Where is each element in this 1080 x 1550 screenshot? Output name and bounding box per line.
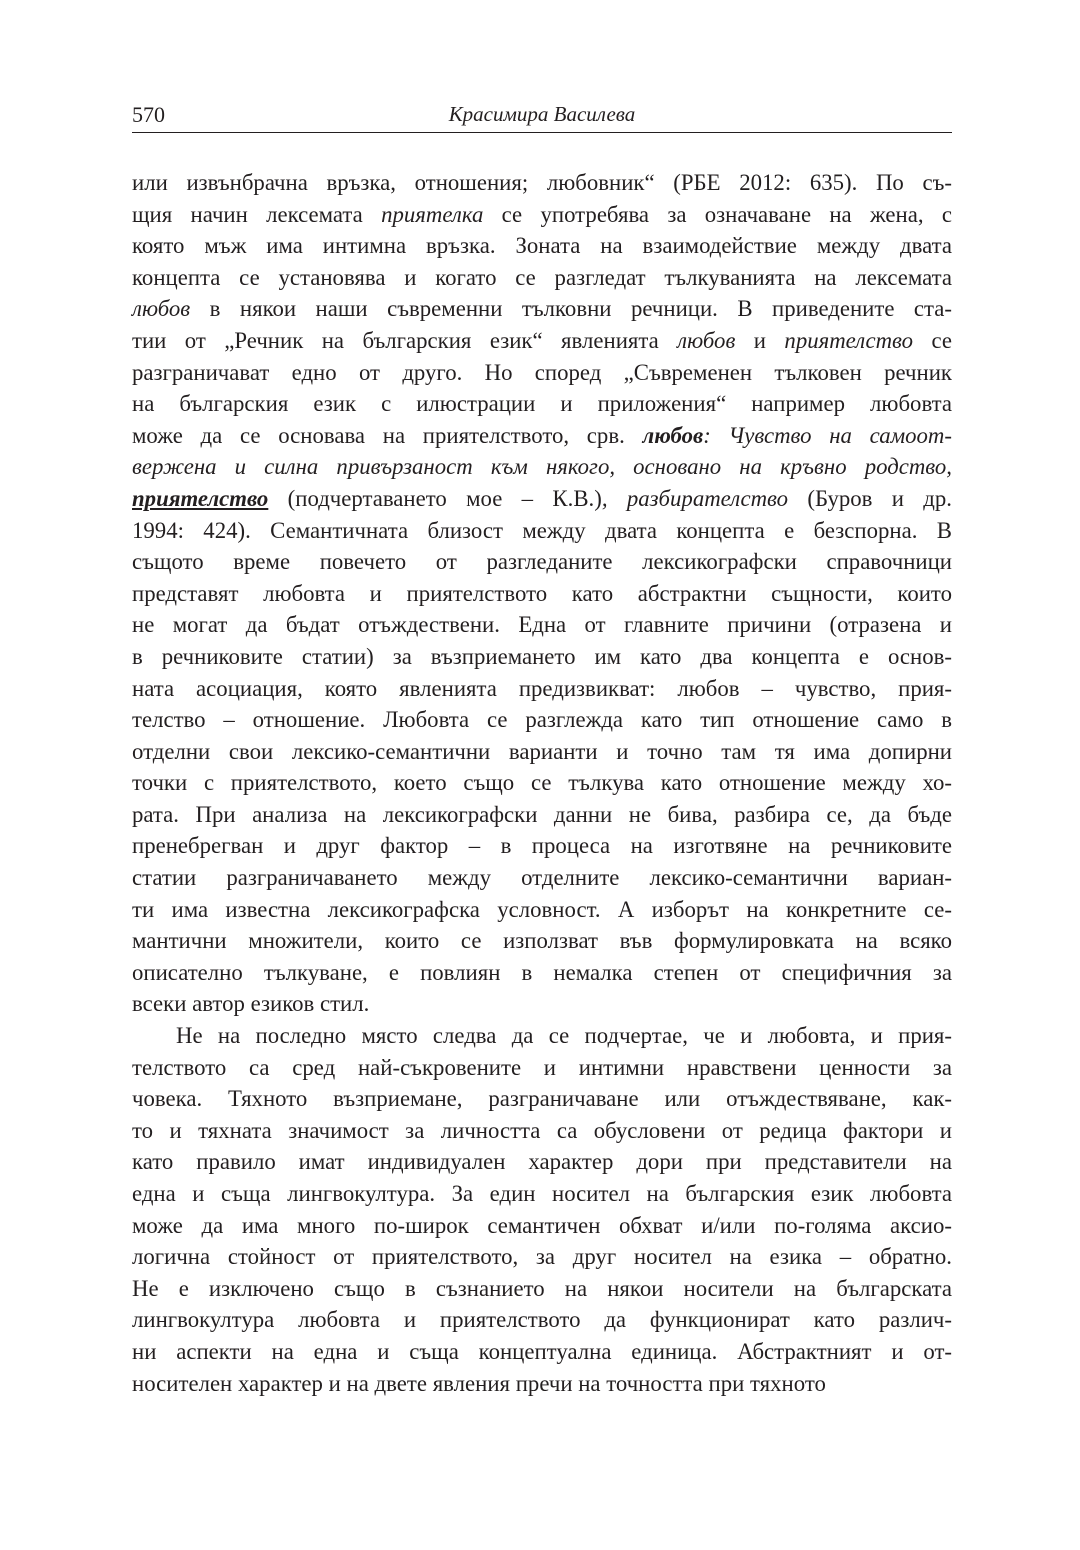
text-segment: ти има известна лексикографска условност. А изборът на конкретните се-	[132, 896, 952, 922]
paragraph	[132, 167, 952, 1020]
text-segment: отделни свои лексико-семантични варианти и точно там тя има допирни	[132, 738, 952, 764]
text-segment: тии от „Речник на българския език“ явленията	[132, 327, 678, 353]
text-segment: може да се основава на приятелството, срв.	[132, 422, 643, 448]
text-line	[132, 483, 952, 515]
emphasized-text: любов	[677, 327, 736, 353]
text-line	[132, 515, 952, 547]
text-line	[132, 167, 952, 199]
text-segment: разграничават едно от друго. Но според „Съвременен тълковен речник	[132, 359, 952, 385]
text-segment: всеки автор езиков стил.	[132, 991, 370, 1017]
text-segment: и	[735, 327, 785, 353]
text-segment: лингвокултура любовта и приятелството да функционират като различ-	[132, 1307, 952, 1333]
text-segment: същото време повечето от разгледаните лексикографски справочници	[132, 549, 952, 575]
text-line	[132, 799, 952, 831]
text-segment: не могат да бъдат отъждествени. Една от главните причини (отразена и	[132, 612, 952, 638]
text-line	[132, 357, 952, 389]
text-line	[132, 1020, 952, 1052]
text-segment: то и тяхната значимост за личността са обусловени от редица фактори и	[132, 1117, 952, 1143]
text-line	[132, 293, 952, 325]
text-line	[132, 704, 952, 736]
text-segment: телство – отношение. Любовта се разглежда като тип отношение само в	[132, 707, 952, 733]
text-line	[132, 862, 952, 894]
text-segment: (Буров и др.	[788, 485, 953, 511]
emphasized-text: : Чувство на самоот-	[703, 422, 952, 448]
text-segment: една и съща лингвокултура. За един носител на българския език любовта	[132, 1181, 952, 1206]
text-segment: щия начин лексемата	[132, 201, 382, 227]
text-line	[132, 420, 952, 452]
text-segment: Не е изключено също в съзнанието на някои носители на българската	[132, 1275, 952, 1301]
text-line	[132, 325, 952, 357]
emphasized-text: приятелство	[132, 485, 269, 511]
emphasized-text: , разбирателство	[601, 485, 789, 511]
emphasized-text: приятелка	[381, 201, 484, 227]
text-segment: или извънбрачна връзка, отношения; любовник“ (РБЕ 2012: 635). По съ-	[132, 170, 952, 195]
text-segment: ни аспекти на една и съща концептуална единица. Абстрактният и от-	[132, 1338, 952, 1364]
text-line	[132, 546, 952, 578]
text-segment: представят любовта и приятелството като абстрактни същности, които	[132, 580, 952, 606]
text-segment: на българския език с илюстрации и приложения“ например любовта	[132, 391, 952, 417]
page-number: 570	[132, 102, 165, 127]
text-segment: описателно тълкуване, е повлиян в немалка степен от специфичния за	[132, 959, 952, 985]
emphasized-text: вержена и силна привързаност към някого, основано на кръвно родство,	[132, 454, 952, 480]
text-line	[132, 988, 952, 1020]
text-segment: ната асоциация, която явленията предизвикват: любов – чувство, прия-	[132, 675, 952, 701]
text-line	[132, 262, 952, 294]
text-line	[132, 894, 952, 926]
text-line	[132, 1368, 952, 1400]
text-segment: пренебрегван и друг фактор – в процеса на изготвяне на речниковите	[132, 833, 952, 859]
emphasized-text: приятелство	[784, 327, 914, 353]
text-segment: мантични множители, които се използват във формулировката на всяко	[132, 928, 952, 954]
text-line	[132, 1210, 952, 1242]
running-header	[132, 100, 952, 133]
text-segment: се употребява за означаване на жена, с	[483, 201, 952, 227]
text-segment: може да има много по-широк семантичен обхват и/или по-голяма аксио-	[132, 1212, 952, 1238]
text-segment: се	[913, 327, 952, 353]
text-line	[132, 451, 952, 483]
text-line	[132, 578, 952, 610]
text-line	[132, 767, 952, 799]
body-text	[132, 167, 952, 1399]
text-segment: телството са сред най-съкровените и интимни нравствени ценности за	[132, 1054, 952, 1080]
text-segment: която мъж има интимна връзка. Зоната на взаимодействие между двата	[132, 233, 952, 259]
text-segment: 1994: 424). Семантичната близост между двата концепта е безспорна. В	[132, 517, 952, 543]
text-line	[132, 1052, 952, 1084]
text-line	[132, 388, 952, 420]
text-segment: Не на последно място следва да се подчертае, че и любовта, и прия-	[176, 1023, 952, 1049]
emphasized-text: любов	[642, 422, 704, 448]
text-segment: (подчертаването мое – К.В.)	[268, 485, 602, 511]
text-segment: човека. Тяхното възприемане, разграничаване или отъждествяване, как-	[132, 1086, 952, 1112]
running-head-author: Красимира Василева	[448, 102, 636, 126]
text-segment: рата. При анализа на лексикографски данни не бива, разбира се, да бъде	[132, 801, 952, 827]
text-line	[132, 736, 952, 768]
text-segment: статии разграничаването между отделните лексико-семантични вариан-	[132, 865, 952, 891]
text-line	[132, 1336, 952, 1368]
text-line	[132, 641, 952, 673]
text-line	[132, 957, 952, 989]
text-line	[132, 830, 952, 862]
text-segment: точки с приятелството, което също се тълкува като отношение между хо-	[132, 770, 952, 796]
text-segment: логична стойност от приятелството, за друг носител на езика – обратно.	[132, 1244, 952, 1270]
text-segment: в някои наши съвременни тълковни речници. В приведените ста-	[190, 296, 952, 322]
text-line	[132, 1178, 952, 1210]
text-line	[132, 1146, 952, 1178]
text-segment: като правило имат индивидуален характер дори при представители на	[132, 1149, 952, 1175]
paragraph	[132, 1020, 952, 1399]
text-segment: в речниковите статии) за възприемането им като два концепта е основ-	[132, 643, 952, 669]
text-line	[132, 925, 952, 957]
text-line	[132, 199, 952, 231]
text-line	[132, 1304, 952, 1336]
text-line	[132, 230, 952, 262]
text-line	[132, 1273, 952, 1305]
text-line	[132, 673, 952, 705]
text-segment: носителен характер и на двете явления пречи на точността при тяхното	[132, 1370, 826, 1396]
text-line	[132, 1115, 952, 1147]
text-segment: концепта се установява и когато се разгледат тълкуванията на лексемата	[132, 264, 952, 290]
text-line	[132, 1241, 952, 1273]
emphasized-text: любов	[132, 296, 191, 322]
text-line	[132, 1083, 952, 1115]
text-line	[132, 609, 952, 641]
